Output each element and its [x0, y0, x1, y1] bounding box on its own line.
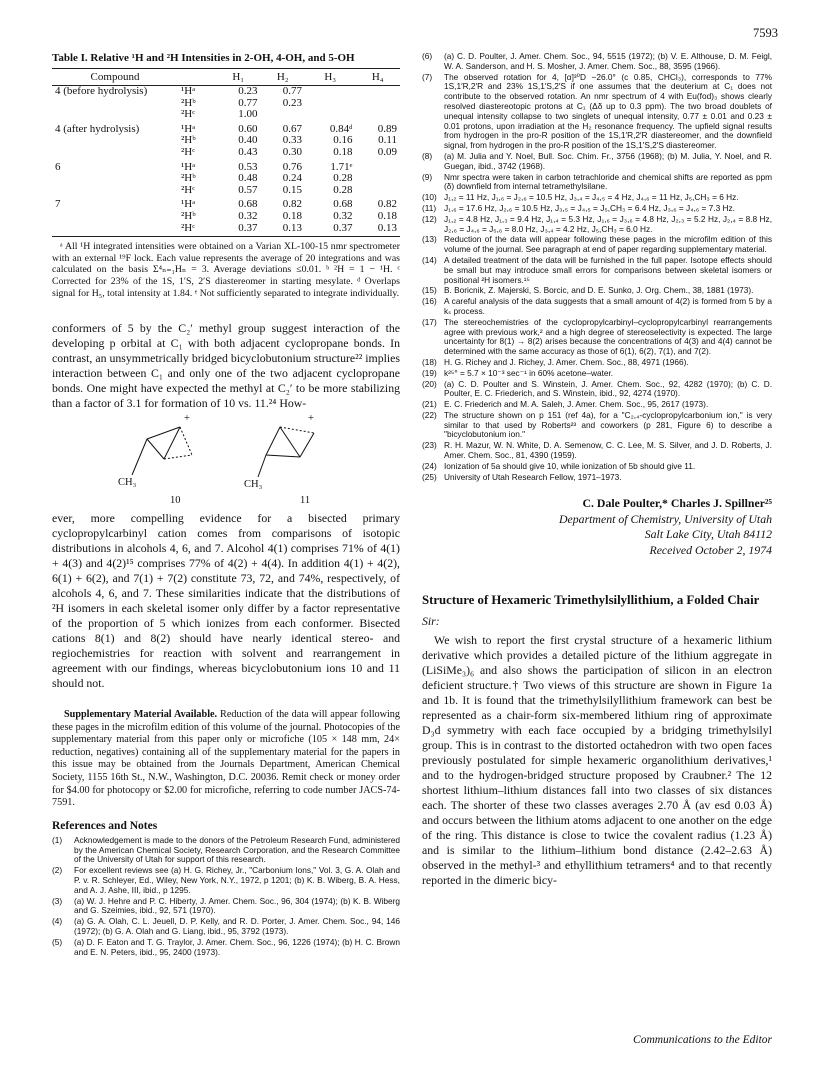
- structures-drawing: [52, 415, 400, 509]
- table-cell: [355, 98, 400, 110]
- reference-item: [52, 938, 400, 958]
- compound-label-10: 10: [170, 495, 181, 507]
- table-cell: ²Hᵇ: [181, 172, 196, 185]
- table-cell: 0.67: [282, 122, 302, 135]
- table-cell: ²Hᵇ: [181, 209, 196, 222]
- table-cell: ¹Hᵃ: [181, 198, 196, 211]
- col-header: H₁: [216, 69, 260, 86]
- reference-text: A careful analysis of the data suggests that a small amount of 4(2) is formed from 5 by a kₛ process.: [444, 296, 772, 316]
- reference-text: k²⁵° = 5.7 × 10⁻³ sec⁻¹ in 60% acetone–water.: [444, 367, 614, 378]
- table-cell: 0.18: [333, 145, 353, 158]
- paragraph: conformers of 5 by the C₂′ methyl group suggest interaction of the developing p orbital at C₁ with both adjacent cyclopropane bonds. In contrast, an unsymmetrically bridged bicyclobutonium structure²² implies interaction between C₁ and only one of the two adjacent cyclopropane bonds. One might have expected the methyl at C₂′ to be more stabilizing than a factor of 3.1 for formation of 10 vs. 11.²⁴ How-: [52, 321, 400, 411]
- reference-item: [422, 256, 772, 285]
- reference-text: (a) D. F. Eaton and T. G. Traylor, J. Amer. Chem. Soc., 96, 1226 (1974); (b) H. C. Brown and E. N. Peters, ibid., 95, 2400 (1973).: [74, 936, 400, 957]
- reference-item: [52, 897, 400, 917]
- table-cell: 0.32: [238, 209, 258, 222]
- table-cell: [305, 109, 356, 121]
- references-heading: References and Notes: [52, 819, 158, 832]
- table-cell: 1.71ᵉ: [330, 160, 353, 173]
- reference-text: (a) M. Julia and Y. Noel, Bull. Soc. Chim. Fr., 3756 (1968); (b) M. Julia, Y. Noel, and R. Guegan, ibid., 3742 (1968).: [444, 150, 772, 171]
- reference-number: (5): [52, 936, 63, 947]
- table-title: Table I. Relative ¹H and ²H Intensities in 2-OH, 4-OH, and 5-OH: [52, 52, 355, 64]
- table-cell: 0.68: [333, 198, 353, 211]
- table-cell: [355, 185, 400, 197]
- table-cell: 6: [55, 160, 61, 173]
- left-column: [52, 52, 400, 958]
- table-cell: [52, 135, 178, 147]
- reference-number: (1): [52, 834, 63, 845]
- reference-number: (15): [422, 285, 437, 296]
- reference-list-right: [422, 52, 772, 482]
- reference-text: (a) G. A. Olah, C. L. Jeuell, D. P. Kelly, and R. D. Porter, J. Amer. Chem. Soc., 94, 146 (1972); (b) G. A. Olah and G. Liang, ibid., 95, 3792 (1973).: [74, 916, 400, 937]
- table-cell: [355, 86, 400, 98]
- reference-item: [52, 866, 400, 895]
- reference-text: B. Boricnik, Z. Majerski, S. Borcic, and D. E. Sunko, J. Org. Chem., 38, 1881 (1973).: [444, 285, 754, 296]
- col-header: [178, 69, 216, 86]
- table-header-row: [52, 69, 400, 86]
- methyl-label-10: CH₃: [118, 477, 137, 489]
- reference-item: [422, 152, 772, 172]
- reference-text: (a) C. D. Poulter and S. Winstein, J. Amer. Chem. Soc., 92, 4282 (1970); (b) C. D. Poulter, E. C. Friederich, and S. Winstein, ibid., 92, 4274 (1970).: [444, 378, 772, 399]
- table-footnote: ᵃ All ¹H integrated intensities were obtained on a Varian XL-100-15 nmr spectrometer with an external ¹⁹F lock. Each value represents the average of 20 integrations and was calculated on the basis Σ⁴ₙ₌₁Hₙ = 3. Average deviations ≤0.01. ᵇ ²H = 1 − ¹H. ᶜ Corrected for 23% of the 1S, 1′S, 2′S diastereomer in starting mesylate. ᵈ Overlaps signal for H₅, total intensity at 1.84. ᵉ Not sufficiently separated to integrate individually.: [52, 241, 400, 299]
- reference-number: (18): [422, 356, 437, 367]
- col-header: Compound: [52, 69, 178, 86]
- reference-number: (17): [422, 316, 437, 327]
- table-cell: 0.82: [377, 198, 397, 211]
- reference-item: [422, 52, 772, 72]
- footer-label: Communications to the Editor: [633, 1034, 772, 1046]
- table-cell: 0.82: [282, 198, 302, 211]
- table-cell: 0.77: [282, 85, 302, 97]
- table-row: [52, 185, 400, 197]
- compound-label-11: 11: [300, 495, 311, 507]
- reference-item: [422, 235, 772, 255]
- reference-item: [422, 318, 772, 357]
- reference-text: E. C. Friederich and M. A. Saleh, J. Amer. Chem. Soc., 95, 2617 (1973).: [444, 399, 709, 410]
- structure-figure: [52, 415, 400, 509]
- reference-item: [422, 411, 772, 440]
- reference-number: (9): [422, 171, 433, 182]
- table-cell: ²Hᶜ: [181, 183, 196, 196]
- table-cell: 0.28: [333, 172, 353, 185]
- page-number: 7593: [753, 26, 778, 40]
- table-row: [52, 159, 400, 174]
- table-cell: ¹Hᵃ: [181, 160, 196, 173]
- table-cell: ¹Hᵃ: [181, 85, 196, 97]
- table-cell: 0.24: [282, 172, 302, 185]
- reference-text: The stereochemistries of the cyclopropylcarbinyl–cyclopropylcarbinyl rearrangements agree with previous work,² and a high degree of stereoselectivity is expected. The large uncertainty for 8(1) → 8(2) arises because the concentrations of 4(3) and 4(4) cannot be determined with the same accuracy as those of 6(1), 6(2), 7(1), and 7(2).: [444, 316, 772, 357]
- reference-text: (a) W. J. Hehre and P. C. Hiberty, J. Amer. Chem. Soc., 96, 304 (1974); (b) K. B. Wiberg and G. Szeimies, ibid., 92, 571 (1970).: [74, 895, 400, 916]
- reference-text: Nmr spectra were taken in carbon tetrachloride and chemical shifts are reported as ppm (δ) downfield from internal tetramethylsilane.: [444, 171, 772, 192]
- department: Department of Chemistry, University of Utah: [559, 511, 772, 526]
- reference-number: (24): [422, 460, 437, 471]
- supplementary-material: [52, 709, 400, 810]
- reference-item: [422, 358, 772, 368]
- reference-text: The structure shown on p 151 (ref 4a), for a "C₂,₄-cyclopropylcarbonium ion," is very similar to that used by Roberts²³ and coworkers (p 281, Figure 6) to describe a "bicyclobutonium ion.": [444, 409, 772, 440]
- reference-text: The observed rotation for 4, [α]³⁰D −26.0° (c 0.85, CHCl₃), corresponds to 77% 1S,1′R,2′R and 23% 1S,1′S,2′S if one assumes that the deuterium at C₁ does not contribute to the observed rotation. An nmr spectrum of 4 with Eu(fod)₃ shows clearly resolved diastereotopic protons at C₁ (Δδ up to 0.3 ppm). The two broad doublets of unequal intensity collapse to two singlets of unequal intensity, 0.77 ± 0.01 and 0.23 ± 0.01 protons, upon irradiation at the H₂ resonance frequency. The upfield signal results from hydrogen in the pro-R position of the 1S,1′R,2′R diastereomer, and the downfield signal, from hydrogen in the pro-R position of the 1S,1′S,2′S diastereomer.: [444, 71, 772, 151]
- table-row: [52, 109, 400, 121]
- methyl-label-11: CH₃: [244, 479, 263, 491]
- reference-item: [422, 173, 772, 193]
- reference-text: J₁,₆ = 17.6 Hz, J₂,₆ = 10.5 Hz, J₃,₅ = J₄,₅ = J₅,CH₃ = 6.4 Hz, J₃,₆ = J₄,₆ = 7.3 Hz.: [444, 202, 735, 213]
- supplementary-heading: Supplementary Material Available.: [64, 709, 218, 721]
- reference-text: Acknowledgement is made to the donors of the Petroleum Research Fund, administered by the American Chemical Society, Research Corporation, and the Research Committee of the University of Utah for support of this research.: [74, 834, 400, 865]
- table-cell: ²Hᶜ: [181, 145, 196, 158]
- table-cell: 0.37: [216, 223, 260, 237]
- table-cell: 0.43: [238, 145, 258, 158]
- reference-text: For excellent reviews see (a) H. G. Richey, Jr., "Carbonium Ions," Vol. 3, G. A. Olah and P. v. R. Schleyer, Ed., Wiley, New York, N.Y., 1972, p 1201; (b) K. B. Wiberg, B. A. Hess, and A. J. Ashe, III, ibid., p 1295.: [74, 865, 400, 895]
- reference-text: J₁,₂ = 11 Hz, J₁,₆ = J₂,₆ = 10.5 Hz, J₃,₄ = J₄,₅ = 4 Hz, J₄,₆ = 11 Hz, J₅,CH₃ = 6 Hz.: [444, 192, 739, 203]
- table-cell: [355, 109, 400, 121]
- article-title: Structure of Hexameric Trimethylsilyllithium, a Folded Chair: [422, 593, 760, 608]
- table-cell: [305, 98, 356, 110]
- table-row: [52, 196, 400, 211]
- reference-item: [422, 73, 772, 151]
- reference-item: [422, 193, 772, 203]
- table-cell: 0.18: [282, 209, 302, 222]
- byline: [422, 496, 772, 558]
- col-header: H₄: [355, 69, 400, 86]
- reference-number: (10): [422, 192, 437, 203]
- cation-plus-10: +: [184, 413, 190, 425]
- reference-item: [422, 441, 772, 461]
- table-cell: [260, 109, 304, 121]
- reference-number: (11): [422, 202, 437, 213]
- authors: C. Dale Poulter,* Charles J. Spillner²⁵: [582, 496, 772, 511]
- table-row: [52, 121, 400, 136]
- reference-text: University of Utah Research Fellow, 1971–1973.: [444, 471, 622, 482]
- table-cell: 0.30: [282, 145, 302, 158]
- table-row: [52, 147, 400, 159]
- reference-number: (16): [422, 296, 437, 307]
- table-row: [52, 173, 400, 185]
- reference-text: Reduction of the data will appear following these pages in the microfilm edition of this volume of the journal. See paragraph at end of paper regarding supplementary material.: [444, 234, 772, 255]
- supplementary-text: Reduction of the data will appear following these pages in the microfilm edition of this volume of the journal. Photocopies of the supplementary material from this paper only or microfiche (105 × 148 mm, 24× reduction, negatives) containing all of the supplementary material for the papers in this issue may be obtained from the Journals Department, American Chemical Society, 1155 16th St., N.W., Washington, D.C. 20036. Remit check or money order for $4.00 for photocopy or $2.00 for microfiche, referring to code number JACS-74-7591.: [52, 709, 400, 809]
- reference-number: (19): [422, 367, 437, 378]
- table-cell: 0.16: [333, 134, 353, 147]
- table-cell: 0.37: [305, 223, 356, 237]
- reference-text: J₁,₂ = 4.8 Hz, J₁,₃ = 9.4 Hz, J₁,₄ = 5.3 Hz, J₁,₆ = J₃,₆ = 4.8 Hz, J₂,₃ = 5.2 Hz, J₂,₄ = 8.8 Hz, J₂,₆ = J₄,₆ = J₅,₆ = 8.0 Hz, J₃,₄ = 4.2 Hz, J₅,CH₃ = 6.0 Hz.: [444, 213, 772, 234]
- reference-number: (8): [422, 150, 433, 161]
- table-cell: [52, 98, 178, 110]
- table-cell: 0.13: [355, 223, 400, 237]
- table-row: [52, 223, 400, 237]
- reference-number: (20): [422, 378, 437, 389]
- table-cell: 4 (before hydrolysis): [55, 85, 148, 97]
- table-cell: 0.53: [238, 160, 258, 173]
- table-cell: 0.32: [333, 209, 353, 222]
- table-cell: 0.48: [238, 172, 258, 185]
- city: Salt Lake City, Utah 84112: [644, 527, 772, 542]
- table-cell: [52, 147, 178, 159]
- table-cell: 0.23: [282, 96, 302, 109]
- table-cell: 0.68: [238, 198, 258, 211]
- table-cell: 0.13: [260, 223, 304, 237]
- table-cell: 7: [55, 198, 61, 211]
- table-cell: 1.00: [238, 108, 258, 121]
- reference-number: (23): [422, 440, 437, 451]
- reference-item: [422, 215, 772, 235]
- table-cell: 0.76: [282, 160, 302, 173]
- paragraph: ever, more compelling evidence for a bisected primary cyclopropylcarbinyl cation comes from comparisons of isotopic distributions in alcohols 4, 6, and 7. Alcohol 4(1) comprises 71% of 4(1) + 4(3) and 4(2)¹⁵ comprises 77% of 4(2) + 4(4). In addition 4(1) + 4(2), 6(1) + 6(2), and 7(1) + 7(2) constitute 73, 72, and 74%, respectively, of alcohols 4, 6, and 7. These similarities indicate that the distributions of ²H isomers in each skeletal isomer only differ by a factor representative of the proportion of 5 which ionizes from each conformer. Bisected cations 8(1) and 8(2) should have nearly identical stereo- and regiochemistries for reaction with solvent and rearrangement in agreement with our findings, whereas bicyclobutonium ions 10 and 11 should not.: [52, 511, 400, 691]
- reference-item: [52, 836, 400, 865]
- table-cell: 0.11: [378, 134, 397, 147]
- reference-item: [422, 380, 772, 400]
- reference-text: H. G. Richey and J. Richey, J. Amer. Chem. Soc., 88, 4971 (1966).: [444, 356, 689, 367]
- table-cell: ²Hᵇ: [181, 134, 196, 147]
- table-cell: 0.15: [282, 183, 302, 196]
- table-cell: 0.18: [377, 209, 397, 222]
- reference-item: [422, 297, 772, 317]
- col-header: H₃: [305, 69, 356, 86]
- table-cell: 0.84ᵈ: [329, 122, 353, 135]
- reference-list-left: [52, 836, 400, 958]
- table-cell: 0.40: [238, 134, 258, 147]
- reference-item: [422, 286, 772, 296]
- reference-number: (6): [422, 51, 433, 61]
- reference-number: (12): [422, 213, 437, 224]
- reference-item: [422, 473, 772, 483]
- reference-item: [422, 462, 772, 472]
- table-row: [52, 98, 400, 110]
- table-cell: 0.89: [377, 122, 397, 135]
- reference-text: Ionization of 5a should give 10, while ionization of 5b should give 11.: [444, 460, 696, 471]
- table-cell: [355, 173, 400, 185]
- table-row: [52, 211, 400, 223]
- table-cell: [52, 211, 178, 223]
- table-cell: 0.33: [282, 134, 302, 147]
- table-cell: [355, 159, 400, 174]
- table-cell: 0.77: [238, 96, 258, 109]
- table-cell: [52, 173, 178, 185]
- table-cell: 0.57: [238, 183, 258, 196]
- table-cell: 0.60: [238, 122, 258, 135]
- reference-number: (13): [422, 234, 437, 245]
- table-cell: ²Hᶜ: [181, 108, 196, 121]
- reference-number: (2): [52, 865, 63, 876]
- reference-number: (21): [422, 399, 437, 410]
- table-cell: 0.09: [377, 145, 397, 158]
- table-cell: ²Hᶜ: [178, 223, 216, 237]
- table-cell: [305, 86, 356, 98]
- cation-plus-11: +: [308, 413, 314, 425]
- salutation: Sir:: [422, 614, 440, 629]
- table-cell: ²Hᵇ: [181, 96, 196, 109]
- col-header: H₂: [260, 69, 304, 86]
- right-column: [422, 52, 772, 888]
- intensity-table: [52, 68, 400, 237]
- table-cell: ¹Hᵃ: [181, 122, 196, 135]
- reference-text: (a) C. D. Poulter, J. Amer. Chem. Soc., 94, 5515 (1972); (b) V. E. Althouse, D. M. Feigl, W. A. Sanderson, and H. S. Mosher, J. Amer. Chem. Soc., 88, 3595 (1966).: [444, 51, 772, 71]
- received-date: Received October 2, 1974: [649, 542, 772, 557]
- article-body: We wish to report the first crystal structure of a hexameric lithium derivative which provides a detailed picture of the lithium aggregate in (LiSiMe₃)₆ and also shows the participation of silicon in an electron deficient structure.† Two views of this structure are shown in Figure 1a and 1b. It is found that the trimethylsilyllithium framework can best be represented as a chair-form six-membered lithium ring of approximate D₃d symmetry with each face occupied by a bridging trimethylsilyl group. This is in contrast to the distorted octahedron with two open faces previously postulated for simple hexameric organolithium derivatives,¹ and to the hydrogen-bridged structure proposed by Craubner.² The 12 shortest lithium–lithium distances fall into two classes of six distances each. The shorter of these two classes averages 2.70 Å (av esd 0.03 Å) and occurs between the lithium atoms adjacent to one another on the edge of the ring. This distance is close to twice the covalent radius (1.23 Å) and is similar to the lithium–lithium bond distance (2.42–2.63 Å) observed in the methyl-³ and ethyllithium tetramers⁴ and to that recently reported in the dimeric bicy-: [422, 633, 772, 888]
- reference-number: (25): [422, 471, 437, 482]
- reference-text: R. H. Mazur, W. N. White, D. A. Semenow, C. C. Lee, M. S. Silver, and J. D. Roberts, J. Amer. Chem. Soc., 81, 4390 (1959).: [444, 440, 772, 461]
- table-cell: 0.28: [333, 183, 353, 196]
- reference-text: A detailed treatment of the data will be furnished in the full paper. Isotope effects should be small but may introduce small errors for comparisons between skeletal isomers or positional ²H isomers.¹⁵: [444, 254, 772, 285]
- reference-number: (14): [422, 254, 437, 265]
- table-row: [52, 86, 400, 98]
- reference-number: (7): [422, 71, 433, 82]
- table-cell: [52, 185, 178, 197]
- table-cell: 4 (after hydrolysis): [55, 122, 140, 135]
- reference-number: (4): [52, 916, 63, 927]
- reference-item: [52, 917, 400, 937]
- table-cell: 0.23: [238, 85, 258, 97]
- reference-number: (22): [422, 409, 437, 420]
- reference-item: [422, 400, 772, 410]
- table-cell: [52, 223, 178, 237]
- reference-item: [422, 369, 772, 379]
- reference-item: [422, 204, 772, 214]
- reference-number: (3): [52, 895, 63, 906]
- table-cell: [52, 109, 178, 121]
